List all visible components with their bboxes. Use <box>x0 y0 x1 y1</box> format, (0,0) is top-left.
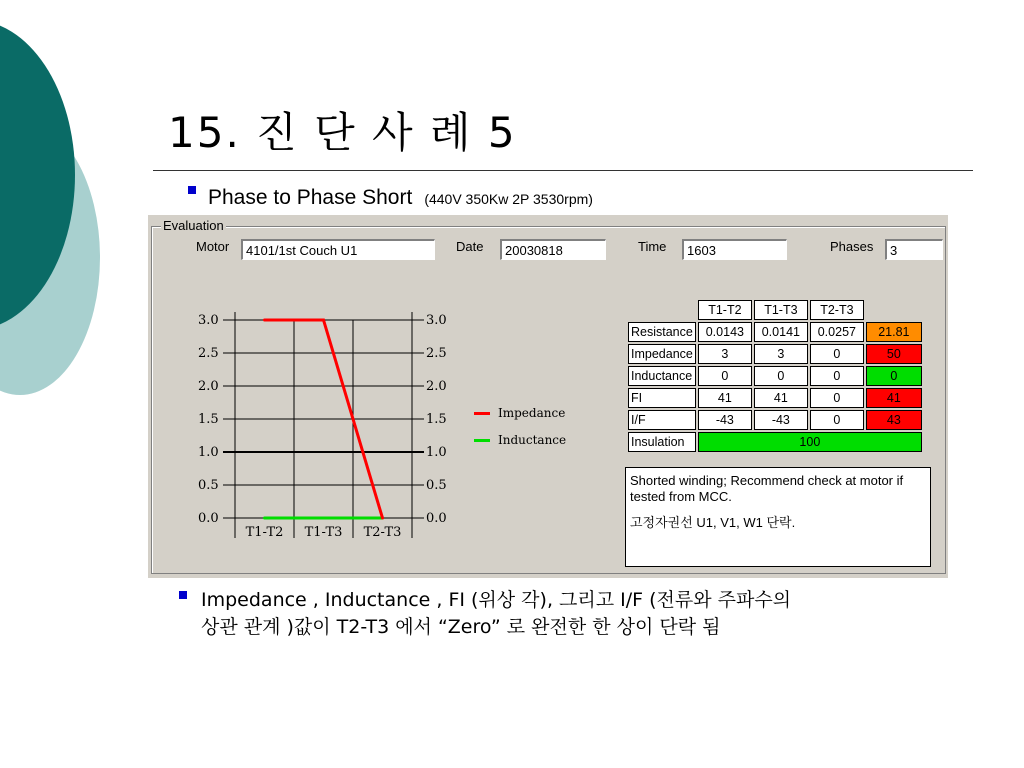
subtitle-main: Phase to Phase Short <box>208 186 413 209</box>
insulation-row <box>628 432 922 452</box>
left-axis-ticks <box>198 313 219 526</box>
table-cell: 0.0141 <box>754 322 808 342</box>
y-tick-label: 3.0 <box>198 313 219 328</box>
table-cell: 0 <box>754 366 808 386</box>
row-header: Impedance <box>628 344 696 364</box>
chart-grid <box>223 312 424 538</box>
y-tick-label: 2.0 <box>198 379 219 394</box>
table-row <box>628 410 922 430</box>
phases-label: Phases <box>830 239 874 254</box>
y-tick-label: 2.5 <box>198 346 219 361</box>
table-cell: 0 <box>810 366 864 386</box>
motor-label: Motor <box>196 239 230 254</box>
bullet-icon <box>188 186 196 194</box>
data-point <box>263 517 266 520</box>
motor-field[interactable]: 4101/1st Couch U1 <box>241 239 435 260</box>
x-tick-label: T1-T3 <box>304 525 343 540</box>
data-point <box>263 319 266 322</box>
subtitle-detail: (440V 350Kw 2P 3530rpm) <box>424 191 593 207</box>
row-header: Inductance <box>628 366 696 386</box>
table-cell: 3 <box>698 344 752 364</box>
caption-line-1: Impedance , Inductance , FI (위상 각), 그리고 I/F (전류와 주파수의 <box>201 589 792 611</box>
table-row <box>628 322 922 342</box>
date-label: Date <box>456 239 484 254</box>
legend-impedance-label: Impedance <box>498 406 566 420</box>
slide-title: 15. 진 단 사 례 5 <box>168 108 517 157</box>
y-tick-label: 2.5 <box>426 346 447 361</box>
legend-inductance-label: Inductance <box>498 433 567 447</box>
data-point <box>381 517 384 520</box>
slide-subtitle <box>208 186 593 210</box>
y-tick-label: 1.0 <box>198 445 219 460</box>
data-point <box>322 319 325 322</box>
table-cell: 0 <box>810 410 864 430</box>
legend-inductance <box>474 433 566 447</box>
phases-field[interactable]: 3 <box>885 239 943 260</box>
diagnosis-notes[interactable] <box>625 467 931 567</box>
time-label: Time <box>638 239 667 254</box>
x-tick-label: T2-T3 <box>363 525 402 540</box>
table-row <box>628 366 922 386</box>
data-point <box>322 517 325 520</box>
notes-line-2: 고정자권선 U1, V1, W1 단락. <box>630 515 796 530</box>
column-header: T1-T3 <box>754 300 808 320</box>
table-row <box>628 388 922 408</box>
table-cell: -43 <box>754 410 808 430</box>
slide-caption <box>201 587 941 641</box>
legend-impedance-swatch <box>474 412 490 415</box>
table-cell: 41 <box>698 388 752 408</box>
score-cell: 43 <box>866 410 922 430</box>
table-header-row <box>628 300 922 320</box>
y-tick-label: 2.0 <box>426 379 447 394</box>
legend-inductance-swatch <box>474 439 490 442</box>
notes-line-1: Shorted winding; Recommend check at motor if tested from MCC. <box>630 473 904 504</box>
right-axis-ticks <box>426 313 447 526</box>
title-divider <box>153 170 973 171</box>
row-header: I/F <box>628 410 696 430</box>
y-tick-label: 3.0 <box>426 313 447 328</box>
table-cell: 0.0257 <box>810 322 864 342</box>
date-field[interactable]: 20030818 <box>500 239 606 260</box>
y-tick-label: 0.0 <box>426 511 447 526</box>
header-blank <box>866 300 922 320</box>
column-header: T2-T3 <box>810 300 864 320</box>
insulation-value: 100 <box>698 432 922 452</box>
x-axis-labels <box>246 525 402 540</box>
bullet-icon <box>179 591 187 599</box>
time-field[interactable]: 1603 <box>682 239 787 260</box>
table-cell: 41 <box>754 388 808 408</box>
legend-impedance <box>474 406 565 420</box>
table-cell: -43 <box>698 410 752 430</box>
y-tick-label: 0.0 <box>198 511 219 526</box>
row-header: Resistance <box>628 322 696 342</box>
evaluation-group-label: Evaluation <box>163 218 224 233</box>
header-blank <box>628 300 696 320</box>
y-tick-label: 1.0 <box>426 445 447 460</box>
column-header: T1-T2 <box>698 300 752 320</box>
row-header: Insulation <box>628 432 696 452</box>
x-tick-label: T1-T2 <box>245 525 284 540</box>
row-header: FI <box>628 388 696 408</box>
table-cell: 0 <box>698 366 752 386</box>
y-tick-label: 1.5 <box>426 412 447 427</box>
y-tick-label: 1.5 <box>198 412 219 427</box>
score-cell: 21.81 <box>866 322 922 342</box>
impedance-inductance-chart <box>190 300 460 550</box>
table-row <box>628 344 922 364</box>
score-cell: 0 <box>866 366 922 386</box>
y-tick-label: 0.5 <box>426 478 447 493</box>
results-table <box>626 298 924 454</box>
table-cell: 0.0143 <box>698 322 752 342</box>
caption-line-2: 상관 관계 )값이 T2-T3 에서 “Zero” 로 완전한 한 상이 단락 됨 <box>201 616 721 638</box>
table-cell: 3 <box>754 344 808 364</box>
score-cell: 41 <box>866 388 922 408</box>
y-tick-label: 0.5 <box>198 478 219 493</box>
table-cell: 0 <box>810 388 864 408</box>
table-cell: 0 <box>810 344 864 364</box>
score-cell: 50 <box>866 344 922 364</box>
